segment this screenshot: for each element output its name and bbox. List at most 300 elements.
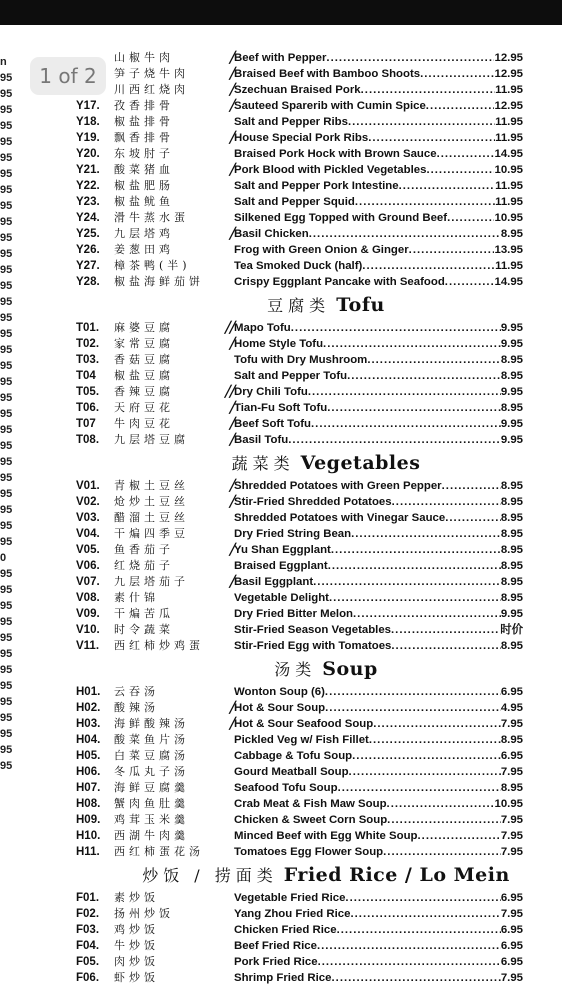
dot-leader bbox=[361, 82, 495, 98]
item-price: 6.95 bbox=[500, 686, 523, 698]
item-name-en: Chicken & Sweet Corn Soup bbox=[234, 814, 388, 826]
item-name-cn: 樟茶鸭(半) bbox=[114, 259, 191, 272]
dot-leader bbox=[309, 226, 501, 242]
item-name-en: Szechuan Braised Pork bbox=[234, 84, 361, 96]
menu-item-row bbox=[76, 194, 536, 210]
item-name-en: Tofu with Dry Mushroom bbox=[234, 354, 368, 366]
dot-leader bbox=[313, 574, 501, 590]
item-name-cn: 牛肉豆花 bbox=[114, 417, 174, 430]
item-code: F02. bbox=[76, 908, 100, 920]
dot-leader bbox=[331, 542, 501, 558]
item-code: F06. bbox=[76, 972, 100, 984]
item-name-en: Braised Beef with Bamboo Shoots bbox=[234, 68, 421, 80]
item-code: V05. bbox=[76, 544, 100, 556]
item-name-cn: 时令蔬菜 bbox=[114, 623, 174, 636]
item-name-cn: 川西红烧肉 bbox=[114, 83, 189, 96]
left-edge-fragment: 95 bbox=[0, 280, 13, 292]
item-price: 7.95 bbox=[500, 766, 523, 778]
dot-leader bbox=[288, 432, 501, 448]
item-name-cn: 炝炒土豆丝 bbox=[114, 495, 189, 508]
item-price: 6.95 bbox=[500, 924, 523, 936]
left-edge-fragment: 95 bbox=[0, 520, 13, 532]
menu-item-row bbox=[76, 178, 536, 194]
item-name-en: Crab Meat & Fish Maw Soup bbox=[234, 798, 387, 810]
item-line bbox=[234, 922, 523, 938]
left-edge-fragment: 95 bbox=[0, 104, 13, 116]
item-price: 11.95 bbox=[495, 84, 523, 96]
section-header bbox=[76, 290, 536, 320]
left-edge-fragment: 95 bbox=[0, 456, 13, 468]
left-edge-fragment: 95 bbox=[0, 120, 13, 132]
menu-item-row bbox=[76, 638, 536, 654]
item-code: Y21. bbox=[76, 164, 100, 176]
item-line bbox=[234, 432, 523, 448]
item-name-en: Cabbage & Tofu Soup bbox=[234, 750, 353, 762]
left-edge-fragment: 95 bbox=[0, 408, 13, 420]
item-name-cn: 西红柿炒鸡蛋 bbox=[114, 639, 204, 652]
item-code: V09. bbox=[76, 608, 100, 620]
item-price: 4.95 bbox=[500, 702, 523, 714]
spicy-pepper-icon: ╱ bbox=[229, 480, 234, 492]
item-code: V08. bbox=[76, 592, 100, 604]
item-name-cn: 椒盐排骨 bbox=[114, 115, 174, 128]
spicy-pepper-icon: ╱ bbox=[229, 338, 234, 350]
dot-leader bbox=[329, 590, 501, 606]
item-line bbox=[234, 384, 523, 400]
left-edge-fragment: 0 bbox=[0, 552, 7, 564]
item-line bbox=[234, 954, 523, 970]
menu-item-row bbox=[76, 844, 536, 860]
spicy-pepper-icon: ╱ bbox=[229, 132, 234, 144]
item-price: 10.95 bbox=[494, 798, 523, 810]
item-name-en: Silkened Egg Topped with Ground Beef bbox=[234, 212, 448, 224]
menu-item-row bbox=[76, 274, 536, 290]
item-price: 8.95 bbox=[500, 576, 523, 588]
item-code: V07. bbox=[76, 576, 100, 588]
page-indicator[interactable]: 1 of 2 bbox=[30, 57, 106, 95]
item-line bbox=[234, 906, 523, 922]
item-line bbox=[234, 938, 523, 954]
menu-item-row bbox=[76, 828, 536, 844]
item-name-en: Stir-Fried Egg with Tomatoes bbox=[234, 640, 392, 652]
item-price: 时价 bbox=[500, 624, 523, 636]
item-line bbox=[234, 210, 523, 226]
left-edge-fragment: 95 bbox=[0, 632, 13, 644]
left-edge-fragment: 95 bbox=[0, 680, 13, 692]
item-code: F03. bbox=[76, 924, 100, 936]
left-edge-fragment: 95 bbox=[0, 360, 13, 372]
menu-item-row bbox=[76, 82, 536, 98]
item-line bbox=[234, 162, 523, 178]
item-code: Y27. bbox=[76, 260, 100, 272]
section-header bbox=[76, 860, 536, 890]
dot-leader bbox=[349, 764, 501, 780]
item-name-cn: 椒盐鱿鱼 bbox=[114, 195, 174, 208]
left-edge-fragment: 95 bbox=[0, 472, 13, 484]
item-code: F05. bbox=[76, 956, 100, 968]
left-edge-fragment: 95 bbox=[0, 392, 13, 404]
dot-leader bbox=[323, 336, 501, 352]
item-line bbox=[234, 890, 523, 906]
section-title-en: Soup bbox=[322, 658, 378, 680]
item-name-en: Salt and Pepper Ribs bbox=[234, 116, 348, 128]
spicy-pepper-icon: ╱ bbox=[229, 84, 234, 96]
item-line bbox=[234, 66, 523, 82]
dot-leader bbox=[350, 906, 500, 922]
item-price: 12.95 bbox=[494, 52, 523, 64]
item-name-en: Seafood Tofu Soup bbox=[234, 782, 338, 794]
dot-leader bbox=[437, 146, 495, 162]
item-line bbox=[234, 780, 523, 796]
item-price: 9.95 bbox=[500, 386, 523, 398]
item-code: H05. bbox=[76, 750, 101, 762]
item-name-cn: 干煸苦瓜 bbox=[114, 607, 174, 620]
left-edge-fragment: 95 bbox=[0, 328, 13, 340]
item-price: 7.95 bbox=[500, 908, 523, 920]
item-code: V04. bbox=[76, 528, 100, 540]
menu-item-row bbox=[76, 494, 536, 510]
item-name-cn: 蟹肉鱼肚羹 bbox=[114, 797, 189, 810]
left-edge-fragment: 95 bbox=[0, 584, 13, 596]
item-name-cn: 鸡炒饭 bbox=[114, 923, 159, 936]
item-line bbox=[234, 130, 523, 146]
item-name-en: Salt and Pepper Pork Intestine bbox=[234, 180, 399, 192]
item-name-cn: 素什锦 bbox=[114, 591, 159, 604]
item-code: H07. bbox=[76, 782, 101, 794]
item-name-cn: 西湖牛肉羹 bbox=[114, 829, 189, 842]
section-header bbox=[76, 448, 536, 478]
item-name-cn: 飘香排骨 bbox=[114, 131, 174, 144]
dot-leader bbox=[445, 274, 495, 290]
dot-leader bbox=[362, 258, 495, 274]
menu-item-row bbox=[76, 210, 536, 226]
item-name-en: Vegetable Fried Rice bbox=[234, 892, 346, 904]
left-edge-fragment: 95 bbox=[0, 600, 13, 612]
dot-leader bbox=[373, 716, 501, 732]
menu-item-row bbox=[76, 558, 536, 574]
item-code: V10. bbox=[76, 624, 100, 636]
item-line bbox=[234, 796, 523, 812]
item-line bbox=[234, 542, 523, 558]
item-name-en: Wonton Soup (6) bbox=[234, 686, 325, 698]
dot-leader bbox=[391, 638, 500, 654]
item-price: 8.95 bbox=[500, 512, 523, 524]
item-price: 8.95 bbox=[500, 782, 523, 794]
item-price: 10.95 bbox=[494, 164, 523, 176]
dot-leader bbox=[338, 780, 501, 796]
left-edge-fragment: 95 bbox=[0, 760, 13, 772]
left-edge-fragment: 95 bbox=[0, 424, 13, 436]
left-edge-fragment: 95 bbox=[0, 136, 13, 148]
item-code: T03. bbox=[76, 354, 100, 366]
item-line bbox=[234, 748, 523, 764]
dot-leader bbox=[387, 812, 501, 828]
dot-leader bbox=[347, 368, 501, 384]
item-name-en: Beef Fried Rice bbox=[234, 940, 317, 952]
item-name-cn: 东坡肘子 bbox=[114, 147, 174, 160]
left-edge-fragment: 95 bbox=[0, 264, 13, 276]
dot-leader bbox=[392, 494, 501, 510]
dot-leader bbox=[383, 844, 501, 860]
item-name-en: Basil Eggplant bbox=[234, 576, 314, 588]
menu-item-row bbox=[76, 368, 536, 384]
item-name-en: Mapo Tofu bbox=[234, 322, 291, 334]
item-name-en: Vegetable Delight bbox=[234, 592, 329, 604]
left-edge-fragment: 95 bbox=[0, 152, 13, 164]
left-edge-fragment: 95 bbox=[0, 72, 13, 84]
item-name-cn: 九层塔鸡 bbox=[114, 227, 174, 240]
item-name-en: Crispy Eggplant Pancake with Seafood bbox=[234, 276, 445, 288]
menu-item-row bbox=[76, 258, 536, 274]
menu-item-row bbox=[76, 320, 536, 336]
left-edge-fragment: 95 bbox=[0, 648, 13, 660]
item-name-en: Dry Fried String Bean bbox=[234, 528, 352, 540]
item-price: 11.95 bbox=[495, 116, 523, 128]
item-price: 9.95 bbox=[500, 608, 523, 620]
item-name-cn: 海鲜酸辣汤 bbox=[114, 717, 189, 730]
spicy-pepper-icon: ╱ bbox=[229, 100, 234, 112]
item-price: 6.95 bbox=[500, 940, 523, 952]
item-name-en: Tomatoes Egg Flower Soup bbox=[234, 846, 384, 858]
left-edge-fragment: 95 bbox=[0, 296, 13, 308]
dot-leader bbox=[355, 194, 495, 210]
item-line bbox=[234, 50, 523, 66]
item-name-cn: 山椒牛肉 bbox=[114, 51, 174, 64]
item-line bbox=[234, 146, 523, 162]
menu-item-row bbox=[76, 606, 536, 622]
item-price: 6.95 bbox=[500, 750, 523, 762]
item-name-cn: 酸辣汤 bbox=[114, 701, 159, 714]
item-line bbox=[234, 684, 523, 700]
menu-list bbox=[76, 50, 536, 986]
item-price: 7.95 bbox=[500, 814, 523, 826]
menu-item-row bbox=[76, 146, 536, 162]
left-edge-fragment: 95 bbox=[0, 744, 13, 756]
menu-item-row bbox=[76, 400, 536, 416]
item-line bbox=[234, 368, 523, 384]
left-edge-fragment: 95 bbox=[0, 312, 13, 324]
item-price: 8.95 bbox=[500, 592, 523, 604]
left-edge-fragment: 95 bbox=[0, 344, 13, 356]
item-name-en: Yu Shan Eggplant bbox=[234, 544, 331, 556]
item-name-en: Braised Eggplant bbox=[234, 560, 328, 572]
item-line bbox=[234, 416, 523, 432]
item-name-cn: 干煸四季豆 bbox=[114, 527, 189, 540]
dot-leader bbox=[367, 352, 501, 368]
menu-item-row bbox=[76, 796, 536, 812]
item-name-en: Frog with Green Onion & Ginger bbox=[234, 244, 409, 256]
item-name-cn: 虾炒饭 bbox=[114, 971, 159, 984]
dot-leader bbox=[445, 510, 501, 526]
item-name-en: Pork Fried Rice bbox=[234, 956, 318, 968]
item-price: 11.95 bbox=[495, 132, 523, 144]
menu-item-row bbox=[76, 922, 536, 938]
spicy-pepper-icon: ╱╱ bbox=[224, 386, 234, 398]
item-line bbox=[234, 844, 523, 860]
item-name-cn: 肉炒饭 bbox=[114, 955, 159, 968]
item-code: H11. bbox=[76, 846, 100, 858]
dot-leader bbox=[325, 700, 501, 716]
item-line bbox=[234, 98, 523, 114]
item-name-en: Salt and Pepper Tofu bbox=[234, 370, 348, 382]
left-edge-fragment: 95 bbox=[0, 536, 13, 548]
spicy-pepper-icon: ╱ bbox=[229, 68, 234, 80]
spicy-pepper-icon: ╱ bbox=[229, 576, 234, 588]
item-price: 8.95 bbox=[500, 528, 523, 540]
left-edge-fragment: 95 bbox=[0, 232, 13, 244]
menu-item-row bbox=[76, 416, 536, 432]
item-name-en: Gourd Meatball Soup bbox=[234, 766, 349, 778]
dot-leader bbox=[326, 50, 494, 66]
menu-item-row bbox=[76, 226, 536, 242]
item-code: Y22. bbox=[76, 180, 100, 192]
menu-item-row bbox=[76, 574, 536, 590]
menu-item-row bbox=[76, 384, 536, 400]
item-line bbox=[234, 700, 523, 716]
item-price: 13.95 bbox=[494, 244, 523, 256]
item-price: 8.95 bbox=[500, 402, 523, 414]
spicy-pepper-icon: ╱ bbox=[229, 434, 234, 446]
item-code: Y25. bbox=[76, 228, 100, 240]
spicy-pepper-icon: ╱ bbox=[229, 496, 234, 508]
item-code: H10. bbox=[76, 830, 101, 842]
left-edge-fragment: 95 bbox=[0, 184, 13, 196]
item-name-cn: 青椒土豆丝 bbox=[114, 479, 189, 492]
item-line bbox=[234, 178, 523, 194]
section-title-cn: 汤类 bbox=[274, 660, 317, 679]
menu-item-row bbox=[76, 748, 536, 764]
item-code: Y19. bbox=[76, 132, 100, 144]
item-name-cn: 孜香排骨 bbox=[114, 99, 174, 112]
item-line bbox=[234, 510, 523, 526]
left-edge-fragment: 95 bbox=[0, 712, 13, 724]
spicy-pepper-icon: ╱ bbox=[229, 164, 234, 176]
menu-item-row bbox=[76, 352, 536, 368]
item-code: H09. bbox=[76, 814, 101, 826]
item-name-cn: 酸菜猪血 bbox=[114, 163, 174, 176]
spicy-pepper-icon: ╱ bbox=[229, 228, 234, 240]
dot-leader bbox=[399, 178, 496, 194]
menu-item-row bbox=[76, 130, 536, 146]
menu-item-row bbox=[76, 542, 536, 558]
item-code: V03. bbox=[76, 512, 100, 524]
item-name-en: Hot & Sour Soup bbox=[234, 702, 326, 714]
item-name-en: Yang Zhou Fried Rice bbox=[234, 908, 351, 920]
dot-leader bbox=[442, 478, 501, 494]
item-code: Y18. bbox=[76, 116, 100, 128]
menu-item-row bbox=[76, 700, 536, 716]
item-code: V01. bbox=[76, 480, 100, 492]
menu-item-row bbox=[76, 114, 536, 130]
left-edge-fragment: 95 bbox=[0, 504, 13, 516]
item-name-en: Shredded Potatoes with Green Pepper bbox=[234, 480, 442, 492]
item-code: Y23. bbox=[76, 196, 100, 208]
spicy-pepper-icon: ╱ bbox=[229, 52, 234, 64]
item-price: 6.95 bbox=[500, 956, 523, 968]
item-line bbox=[234, 732, 523, 748]
dot-leader bbox=[345, 890, 500, 906]
left-edge-fragment: 95 bbox=[0, 200, 13, 212]
spicy-pepper-icon: ╱ bbox=[229, 718, 234, 730]
item-code: T04 bbox=[76, 370, 96, 382]
item-code: V02. bbox=[76, 496, 100, 508]
left-edge-fragment: 95 bbox=[0, 216, 13, 228]
menu-item-row bbox=[76, 590, 536, 606]
item-price: 8.95 bbox=[500, 560, 523, 572]
item-name-cn: 扬州炒饭 bbox=[114, 907, 174, 920]
item-price: 8.95 bbox=[500, 480, 523, 492]
item-price: 8.95 bbox=[500, 734, 523, 746]
dot-leader bbox=[369, 732, 501, 748]
dot-leader bbox=[308, 384, 501, 400]
item-line bbox=[234, 558, 523, 574]
item-code: Y17. bbox=[76, 100, 100, 112]
item-name-en: Hot & Sour Seafood Soup bbox=[234, 718, 374, 730]
section-title-cn: 炒饭 / 捞面类 bbox=[142, 866, 278, 885]
item-price: 6.95 bbox=[500, 892, 523, 904]
item-name-cn: 云吞汤 bbox=[114, 685, 159, 698]
spicy-pepper-icon: ╱ bbox=[229, 418, 234, 430]
dot-leader bbox=[352, 748, 501, 764]
menu-item-row bbox=[76, 890, 536, 906]
item-code: F04. bbox=[76, 940, 100, 952]
left-edge-fragment: 95 bbox=[0, 696, 13, 708]
menu-item-row bbox=[76, 162, 536, 178]
menu-item-row bbox=[76, 98, 536, 114]
item-name-en: Beef Soft Tofu bbox=[234, 418, 311, 430]
item-price: 8.95 bbox=[500, 370, 523, 382]
item-code: F01. bbox=[76, 892, 100, 904]
dot-leader bbox=[331, 970, 500, 986]
section-header bbox=[76, 654, 536, 684]
item-line bbox=[234, 258, 523, 274]
item-name-en: Home Style Tofu bbox=[234, 338, 324, 350]
dot-leader bbox=[311, 416, 501, 432]
item-name-cn: 素炒饭 bbox=[114, 891, 159, 904]
item-line bbox=[234, 764, 523, 780]
menu-item-row bbox=[76, 336, 536, 352]
item-name-cn: 香辣豆腐 bbox=[114, 385, 174, 398]
item-line bbox=[234, 716, 523, 732]
item-line bbox=[234, 812, 523, 828]
item-name-en: Tea Smoked Duck (half) bbox=[234, 260, 363, 272]
dot-leader bbox=[447, 210, 494, 226]
dot-leader bbox=[368, 130, 495, 146]
item-name-en: Minced Beef with Egg White Soup bbox=[234, 830, 418, 842]
item-price: 11.95 bbox=[495, 180, 523, 192]
item-line bbox=[234, 526, 523, 542]
item-line bbox=[234, 242, 523, 258]
dot-leader bbox=[318, 954, 501, 970]
item-line bbox=[234, 352, 523, 368]
item-name-en: Stir-Fried Season Vegetables bbox=[234, 624, 391, 636]
item-code: H06. bbox=[76, 766, 101, 778]
item-name-cn: 醋溜土豆丝 bbox=[114, 511, 189, 524]
item-line bbox=[234, 336, 523, 352]
section-title-en: Vegetables bbox=[300, 452, 421, 474]
dot-leader bbox=[387, 796, 495, 812]
item-line bbox=[234, 320, 523, 336]
dot-leader bbox=[426, 98, 495, 114]
section-title-cn: 豆腐类 bbox=[267, 296, 331, 315]
item-line bbox=[234, 400, 523, 416]
item-name-cn: 鸡茸玉米羹 bbox=[114, 813, 189, 826]
item-name-en: Dry Fried Bitter Melon bbox=[234, 608, 353, 620]
item-name-cn: 红烧茄子 bbox=[114, 559, 174, 572]
dot-leader bbox=[317, 938, 501, 954]
item-price: 7.95 bbox=[500, 718, 523, 730]
left-edge-fragment: 95 bbox=[0, 440, 13, 452]
